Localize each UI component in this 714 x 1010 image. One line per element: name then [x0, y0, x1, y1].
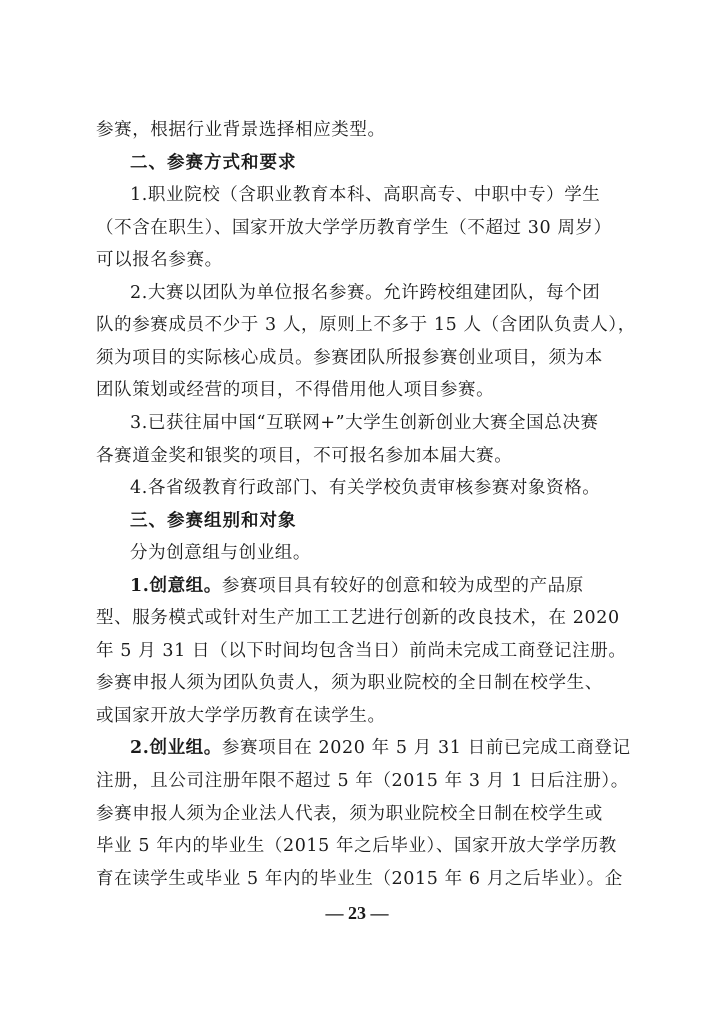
paragraph-line: 或国家开放大学学历教育在读学生。	[96, 705, 386, 726]
section-heading: 二、参赛方式和要求	[130, 152, 297, 173]
paragraph-line: （不含在职生）、国家开放大学学历教育学生（不超过 30 周岁）	[96, 217, 612, 238]
paragraph-line: 2.大赛以团队为单位报名参赛。允许跨校组建团队，每个团	[130, 282, 601, 303]
paragraph-line: 各赛道金奖和银奖的项目，不可报名参加本届大赛。	[96, 445, 513, 466]
page-number: — 23 —	[325, 903, 389, 924]
paragraph-line: 须为项目的实际核心成员。参赛团队所报参赛创业项目，须为本	[96, 347, 603, 368]
paragraph-line: 4.各省级教育行政部门、有关学校负责审核参赛对象资格。	[130, 478, 601, 499]
paragraph-line: 注册，且公司注册年限不超过 5 年（2015 年 3 月 1 日后注册）。	[96, 771, 629, 791]
paragraph-line: 3.已获往届中国“互联网+”大学生创新创业大赛全国总决赛	[130, 412, 599, 433]
paragraph-line: 1.职业院校（含职业教育本科、高职高专、中职中专）学生	[130, 185, 601, 206]
paragraph-line: 1.创意组。参赛项目具有较好的创意和较为成型的产品原	[130, 575, 584, 596]
paragraph-line: 育在读学生或毕业 5 年内的毕业生（2015 年 6 月之后毕业）。企	[96, 868, 623, 889]
paragraph-line: 毕业 5 年内的毕业生（2015 年之后毕业）、国家开放大学学历教	[96, 836, 617, 857]
paragraph-line: 参赛，根据行业背景选择相应类型。	[96, 120, 386, 140]
paragraph-line: 参赛申报人须为企业法人代表，须为职业院校全日制在校学生或	[96, 803, 603, 824]
paragraph-line: 参赛申报人须为团队负责人，须为职业院校的全日制在校学生、	[96, 673, 603, 694]
paragraph-line: 2.创业组。参赛项目在 2020 年 5 月 31 日前已完成工商登记	[130, 738, 631, 759]
paragraph-line: 团队策划或经营的项目，不得借用他人项目参赛。	[96, 380, 495, 401]
item-lead: 2.创业组。	[130, 738, 222, 759]
paragraph-line: 型、服务模式或针对生产加工工艺进行创新的改良技术，在 2020	[96, 608, 620, 629]
paragraph-line: 分为创意组与创业组。	[130, 543, 311, 564]
section-heading: 三、参赛组别和对象	[130, 510, 297, 531]
paragraph-line: 年 5 月 31 日（以下时间均包含当日）前尚未完成工商登记注册。	[96, 640, 627, 661]
paragraph-line: 队的参赛成员不少于 3 人，原则上不多于 15 人（含团队负责人），	[96, 315, 636, 336]
item-lead: 1.创意组。	[130, 575, 222, 596]
paragraph-line: 可以报名参赛。	[96, 250, 223, 271]
